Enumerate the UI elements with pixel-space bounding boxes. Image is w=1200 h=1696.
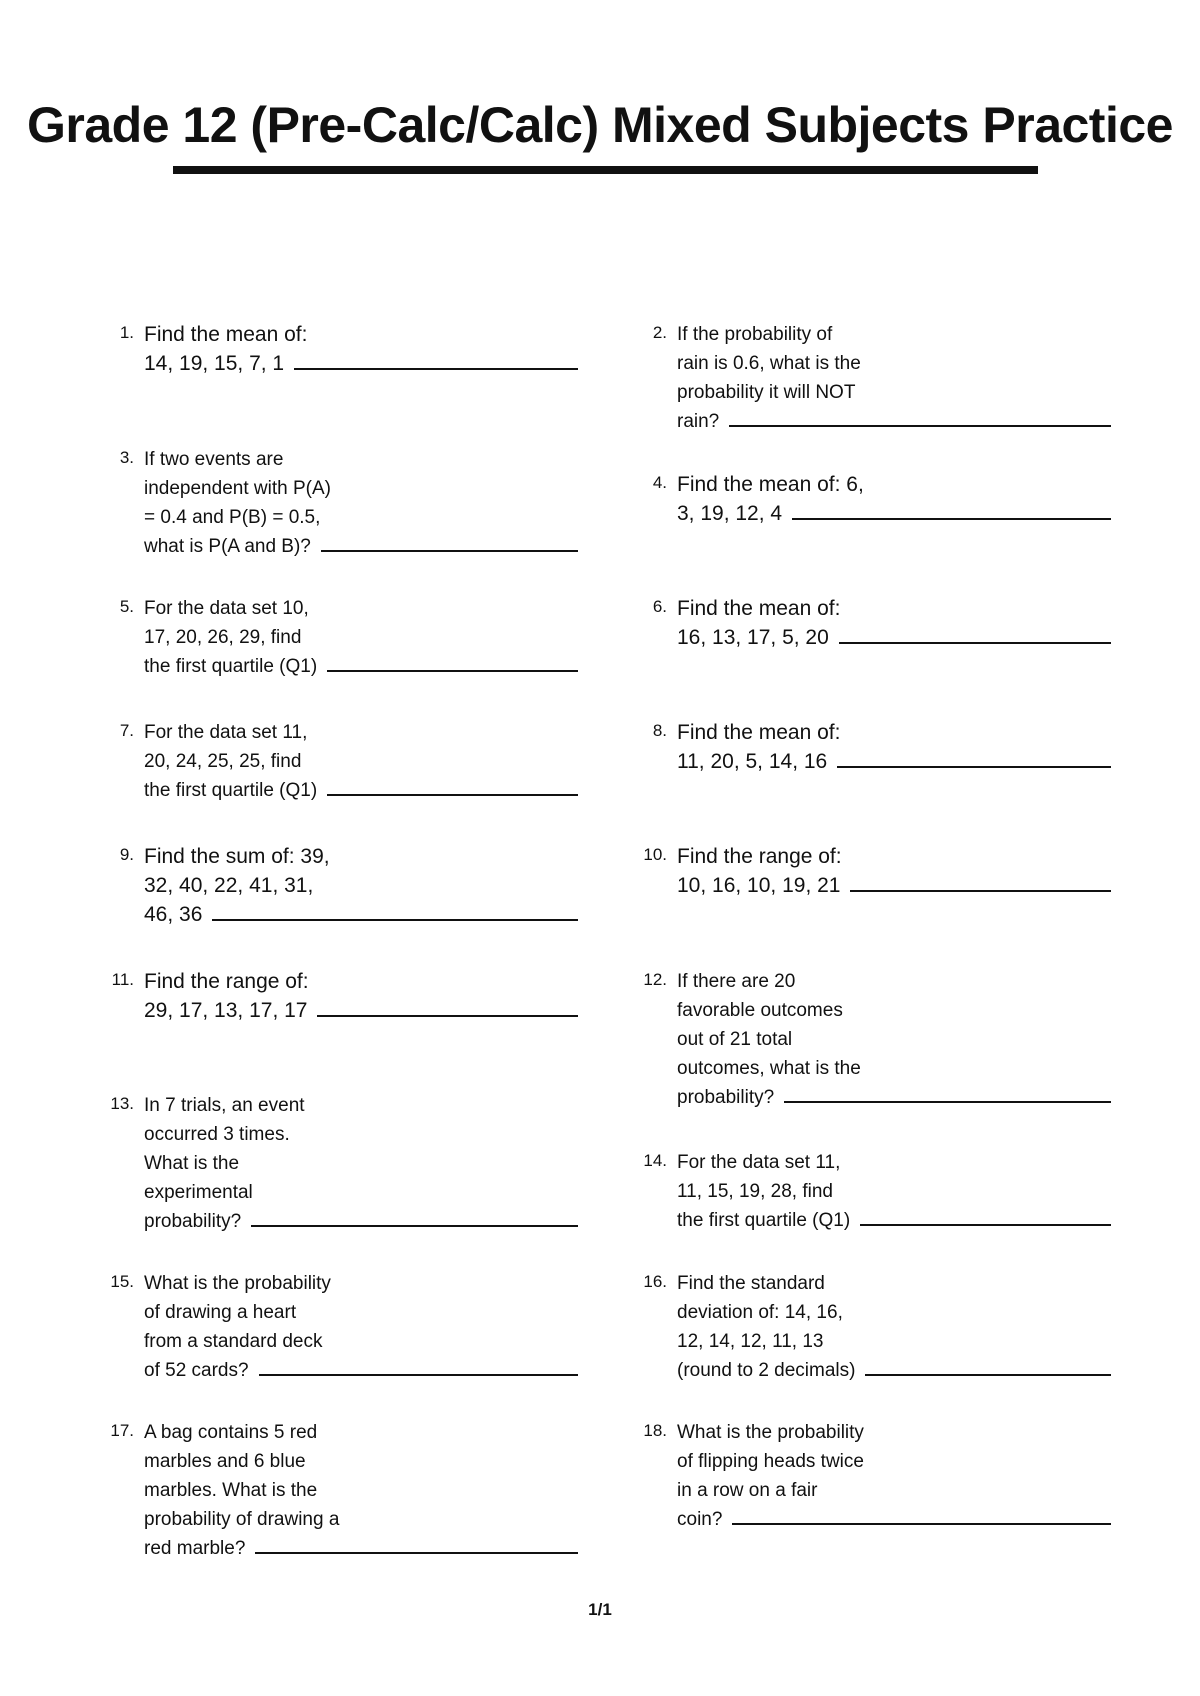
question-item <box>100 1091 580 1232</box>
question-line-text: In 7 trials, an event <box>144 1095 305 1116</box>
question-number: 4. <box>652 473 667 492</box>
question-text <box>144 1418 580 1563</box>
question-number: 6. <box>652 597 667 616</box>
question-line <box>677 1298 1113 1327</box>
question-line <box>677 1447 1113 1476</box>
question-line-text: Find the mean of: 6, <box>677 473 864 496</box>
question-line-text: rain is 0.6, what is the <box>677 353 861 374</box>
question-item <box>100 1418 580 1559</box>
title-underline <box>173 166 1038 174</box>
question-line-text: rain? <box>677 411 720 432</box>
question-item <box>633 594 1113 724</box>
question-line-text: Find the mean of: <box>677 721 841 744</box>
question-number: 14. <box>643 1151 667 1170</box>
question-line-text: What is the probability <box>144 1273 331 1294</box>
question-line-text: of flipping heads twice <box>677 1451 864 1472</box>
answer-blank-line[interactable] <box>839 642 1111 644</box>
question-line-text: Find the standard <box>677 1273 825 1294</box>
question-line-text: 3, 19, 12, 4 <box>677 502 783 525</box>
question-line <box>677 1148 1113 1177</box>
answer-blank-line[interactable] <box>792 518 1111 520</box>
question-line-text: 20, 24, 25, 25, find <box>144 751 302 772</box>
question-line <box>144 320 580 349</box>
question-line-text: If there are 20 <box>677 971 796 992</box>
question-line <box>677 320 1113 349</box>
question-line-text: Find the sum of: 39, <box>144 845 330 868</box>
question-item <box>633 1148 1113 1278</box>
question-text <box>677 1269 1113 1385</box>
question-line-text: Find the mean of: <box>144 323 308 346</box>
question-line-text: Find the range of: <box>144 970 309 993</box>
question-line-text: 16, 13, 17, 5, 20 <box>677 626 829 649</box>
question-item <box>633 1418 1113 1548</box>
question-line-text: in a row on a fair <box>677 1480 818 1501</box>
question-number: 9. <box>119 845 134 864</box>
question-line <box>144 1534 580 1563</box>
question-number: 13. <box>110 1094 134 1113</box>
question-item <box>100 594 580 724</box>
question-item <box>633 718 1113 848</box>
question-line-text: For the data set 11, <box>144 722 308 743</box>
answer-blank-line[interactable] <box>327 670 578 672</box>
question-line <box>144 996 580 1025</box>
question-line <box>144 652 580 681</box>
answer-blank-line[interactable] <box>327 794 578 796</box>
question-line-text: For the data set 11, <box>677 1152 841 1173</box>
question-line-text: what is P(A and B)? <box>144 536 311 557</box>
question-number: 7. <box>119 721 134 740</box>
question-line-text: = 0.4 and P(B) = 0.5, <box>144 507 321 528</box>
answer-blank-line[interactable] <box>784 1101 1111 1103</box>
question-line-text: If two events are <box>144 449 284 470</box>
question-line-text: probability? <box>144 1211 242 1232</box>
question-line-text: the first quartile (Q1) <box>677 1210 851 1231</box>
question-line-text: probability of drawing a <box>144 1509 340 1530</box>
question-item <box>100 718 580 848</box>
question-line-text: favorable outcomes <box>677 1000 843 1021</box>
question-text <box>144 967 580 1025</box>
question-line <box>144 1298 580 1327</box>
question-text <box>144 445 580 561</box>
question-text <box>144 594 580 681</box>
question-text <box>677 594 1113 652</box>
question-line <box>677 1356 1113 1385</box>
question-line <box>144 1356 580 1385</box>
question-item <box>100 1269 580 1399</box>
question-line-text: (round to 2 decimals) <box>677 1360 856 1381</box>
question-line <box>144 1207 580 1236</box>
question-line-text: 10, 16, 10, 19, 21 <box>677 874 841 897</box>
question-line <box>144 1476 580 1505</box>
question-line <box>677 1083 1113 1112</box>
question-line <box>677 1505 1113 1534</box>
page-number: 1/1 <box>588 1600 612 1619</box>
question-line <box>677 1476 1113 1505</box>
question-item <box>633 1269 1113 1399</box>
question-line-text: 11, 15, 19, 28, find <box>677 1181 833 1202</box>
question-line <box>677 470 1113 499</box>
question-line-text: out of 21 total <box>677 1029 793 1050</box>
question-line-text: 14, 19, 15, 7, 1 <box>144 352 285 375</box>
question-line-text: 17, 20, 26, 29, find <box>144 627 302 648</box>
page-title: Grade 12 (Pre-Calc/Calc) Mixed Subjects Practice <box>27 97 1173 153</box>
question-item <box>100 967 580 1097</box>
question-text <box>144 718 580 805</box>
question-text <box>144 320 580 378</box>
answer-blank-line[interactable] <box>317 1015 578 1017</box>
question-text <box>144 1091 580 1236</box>
question-text <box>677 1418 1113 1534</box>
question-line-text: probability? <box>677 1087 775 1108</box>
question-text <box>677 320 1113 436</box>
question-line <box>144 349 580 378</box>
question-line <box>144 594 580 623</box>
question-line <box>677 1206 1113 1235</box>
answer-blank-line[interactable] <box>212 919 578 921</box>
question-line-text: Find the mean of: <box>677 597 841 620</box>
question-line-text: 12, 14, 12, 11, 13 <box>677 1331 824 1352</box>
question-line-text: the first quartile (Q1) <box>144 656 318 677</box>
question-number: 1. <box>119 323 134 342</box>
question-number: 16. <box>643 1272 667 1291</box>
question-line <box>144 1269 580 1298</box>
answer-blank-line[interactable] <box>837 766 1111 768</box>
answer-blank-line[interactable] <box>255 1552 578 1554</box>
answer-blank-line[interactable] <box>865 1374 1111 1376</box>
question-text <box>677 967 1113 1112</box>
question-line-text: red marble? <box>144 1538 246 1559</box>
question-line <box>677 594 1113 623</box>
question-line-text: experimental <box>144 1182 253 1203</box>
question-line <box>677 1327 1113 1356</box>
question-number: 10. <box>643 845 667 864</box>
question-line-text: A bag contains 5 red <box>144 1422 318 1443</box>
question-line <box>144 474 580 503</box>
question-item <box>633 470 1113 600</box>
question-text <box>677 1148 1113 1235</box>
question-line <box>144 842 580 871</box>
question-line-text: from a standard deck <box>144 1331 323 1352</box>
question-number: 8. <box>652 721 667 740</box>
question-line <box>677 623 1113 652</box>
question-line <box>144 623 580 652</box>
question-text <box>144 842 580 929</box>
answer-blank-line[interactable] <box>259 1374 578 1376</box>
answer-blank-line[interactable] <box>860 1224 1111 1226</box>
question-item <box>100 320 580 450</box>
question-line <box>677 1025 1113 1054</box>
question-number: 12. <box>643 970 667 989</box>
question-number: 18. <box>643 1421 667 1440</box>
question-line <box>677 718 1113 747</box>
question-text <box>677 470 1113 528</box>
question-number: 15. <box>110 1272 134 1291</box>
question-line <box>144 1178 580 1207</box>
question-line-text: If the probability of <box>677 324 833 345</box>
question-line <box>677 349 1113 378</box>
question-line <box>677 871 1113 900</box>
question-number: 17. <box>110 1421 134 1440</box>
question-line <box>677 1418 1113 1447</box>
answer-blank-line[interactable] <box>729 425 1111 427</box>
answer-blank-line[interactable] <box>850 890 1111 892</box>
question-item <box>633 842 1113 972</box>
question-item <box>100 445 580 575</box>
question-line <box>144 1327 580 1356</box>
question-line <box>677 1054 1113 1083</box>
question-line <box>144 1120 580 1149</box>
question-line-text: What is the <box>144 1153 240 1174</box>
question-line <box>144 871 580 900</box>
question-item <box>100 842 580 972</box>
question-line-text: 29, 17, 13, 17, 17 <box>144 999 308 1022</box>
question-text <box>677 842 1113 900</box>
question-line <box>144 900 580 929</box>
question-line <box>677 407 1113 436</box>
question-line <box>144 445 580 474</box>
question-line-text: For the data set 10, <box>144 598 309 619</box>
question-number: 11. <box>111 970 134 989</box>
question-line <box>144 503 580 532</box>
question-text <box>144 1269 580 1385</box>
question-line-text: marbles and 6 blue <box>144 1451 306 1472</box>
question-number: 2. <box>652 323 667 342</box>
question-line <box>677 378 1113 407</box>
question-line-text: marbles. What is the <box>144 1480 318 1501</box>
question-item <box>633 967 1113 1108</box>
question-line <box>144 1149 580 1178</box>
question-line-text: deviation of: 14, 16, <box>677 1302 843 1323</box>
question-line <box>144 1505 580 1534</box>
question-line <box>144 1418 580 1447</box>
question-line <box>144 776 580 805</box>
question-line-text: probability it will NOT <box>677 382 856 403</box>
question-line-text: the first quartile (Q1) <box>144 780 318 801</box>
question-line <box>144 718 580 747</box>
question-line-text: coin? <box>677 1509 723 1530</box>
answer-blank-line[interactable] <box>294 368 578 370</box>
question-line-text: 32, 40, 22, 41, 31, <box>144 874 314 897</box>
question-line-text: of drawing a heart <box>144 1302 297 1323</box>
question-text <box>677 718 1113 776</box>
question-line <box>677 842 1113 871</box>
question-line <box>677 996 1113 1025</box>
question-line-text: Find the range of: <box>677 845 842 868</box>
question-line <box>144 1447 580 1476</box>
question-line-text: outcomes, what is the <box>677 1058 861 1079</box>
question-line <box>677 499 1113 528</box>
question-line-text: of 52 cards? <box>144 1360 249 1381</box>
question-line-text: independent with P(A) <box>144 478 331 499</box>
question-line <box>144 532 580 561</box>
question-line <box>144 1091 580 1120</box>
question-line-text: 11, 20, 5, 14, 16 <box>677 750 828 773</box>
answer-blank-line[interactable] <box>251 1225 578 1227</box>
question-number: 3. <box>119 448 134 467</box>
question-line <box>677 747 1113 776</box>
question-item <box>633 320 1113 450</box>
answer-blank-line[interactable] <box>732 1523 1111 1525</box>
question-line-text: 46, 36 <box>144 903 203 926</box>
question-number: 5. <box>119 597 134 616</box>
question-line <box>677 967 1113 996</box>
question-line <box>144 967 580 996</box>
answer-blank-line[interactable] <box>321 550 578 552</box>
question-line-text: occurred 3 times. <box>144 1124 290 1145</box>
question-line <box>144 747 580 776</box>
question-line <box>677 1177 1113 1206</box>
question-line <box>677 1269 1113 1298</box>
question-line-text: What is the probability <box>677 1422 864 1443</box>
